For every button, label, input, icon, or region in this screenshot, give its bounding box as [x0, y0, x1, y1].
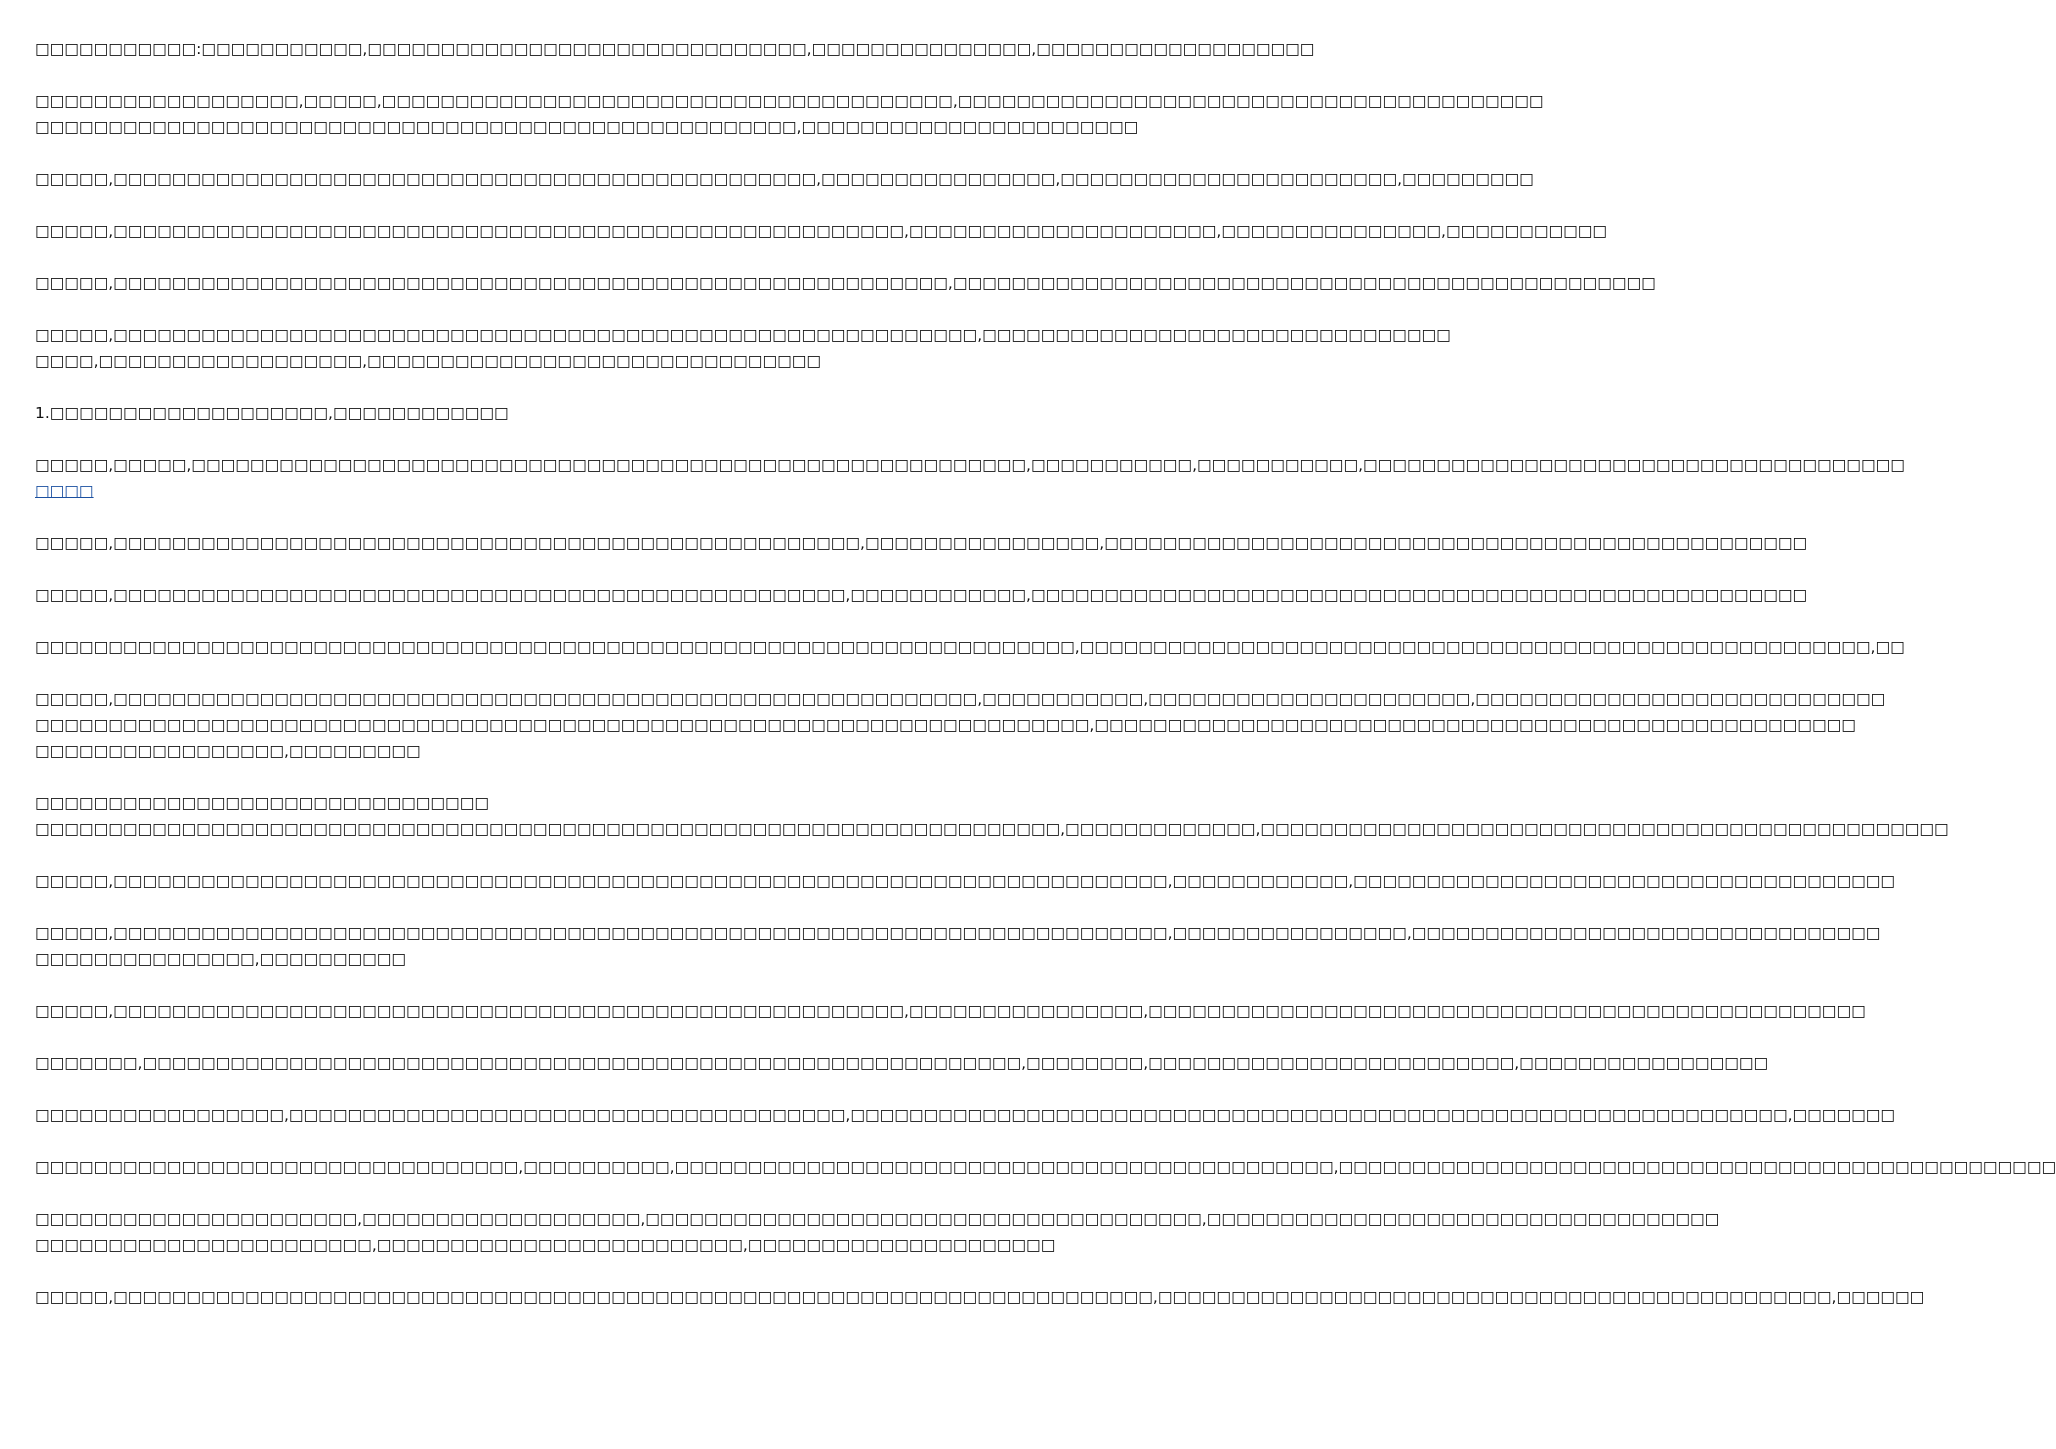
- paragraph-line: □□□□□□□□□□□□□□□□□,□□□□□□□□□: [35, 742, 421, 760]
- document-body: [35, 36, 2056, 1336]
- paragraph-line: □□□□□,□□□□□□□□□□□□□□□□□□□□□□□□□□□□□□□□□□□□□□□□□□□□□□□□□□□□□□□□□□□,□□□□□□□□□□□,□□□□□□□□□□□□□□□□□□□□□□,□□□□□□□□□□□□□□□□□□□□□□□□□□□□: [35, 690, 1886, 708]
- paragraph-line: □□□□□□□□□□□□□□□,□□□□□□□□□□: [35, 950, 407, 968]
- paragraph: [35, 36, 1315, 62]
- paragraph: [35, 452, 1905, 504]
- paragraph-line: □□□□□,□□□□□□□□□□□□□□□□□□□□□□□□□□□□□□□□□□□□□□□□□□□□□□□□□□□□□□□□□,□□□□□□□□□□□□□□□□□□□□□□□□□□□□□□□□□□□□□□□□□□□□□□□□: [35, 274, 1656, 292]
- paragraph: [35, 322, 1451, 374]
- paragraph: [35, 530, 1808, 556]
- paragraph-line: □□□□,□□□□□□□□□□□□□□□□□□,□□□□□□□□□□□□□□□□□□□□□□□□□□□□□□□: [35, 352, 822, 370]
- paragraph-line: □□□□□,□□□□□□□□□□□□□□□□□□□□□□□□□□□□□□□□□□□□□□□□□□□□□□□□,□□□□□□□□□□□□□□□□,□□□□□□□□□□□□□□□□□□□□□□□,□□□□□□□□□: [35, 170, 1534, 188]
- paragraph: [35, 1206, 1720, 1258]
- paragraph-line: □□□□□,□□□□□□□□□□□□□□□□□□□□□□□□□□□□□□□□□□□□□□□□□□□□□□□□□□□□□□,□□□□□□□□□□□□□□□□□□□□□,□□□□□□□□□□□□□□□,□□□□□□□□□□□: [35, 222, 1608, 240]
- paragraph-line: □□□□□□□□□□□□□□□□□□□□□□□,□□□□□□□□□□□□□□□□□□□□□□□□□,□□□□□□□□□□□□□□□□□□□□□: [35, 1236, 1056, 1254]
- paragraph-line: □□□□□□□□□□□:□□□□□□□□□□□,□□□□□□□□□□□□□□□□□□□□□□□□□□□□□□,□□□□□□□□□□□□□□□,□□□□□□□□□□□□□□□□□□□: [35, 40, 1315, 58]
- paragraph-line: □□□□□,□□□□□□□□□□□□□□□□□□□□□□□□□□□□□□□□□□□□□□□□□□□□□□□□□□□□□□□□□□□,□□□□□□□□□□□□□□□□□□□□□□□□□□□□□□□□: [35, 326, 1451, 344]
- paragraph: [35, 790, 1949, 842]
- paragraph: [35, 1284, 1925, 1310]
- paragraph: [35, 1102, 1896, 1128]
- paragraph: [35, 1050, 1769, 1076]
- paragraph-line: □□□□□,□□□□□□□□□□□□□□□□□□□□□□□□□□□□□□□□□□□□□□□□□□□□□□□□□□□□□□,□□□□□□□□□□□□□□□□,□□□□□□□□□□□□□□□□□□□□□□□□□□□□□□□□□□□□□□□□□□□□□□□□□: [35, 1002, 1866, 1020]
- paragraph-line: □□□□□,□□□□□□□□□□□□□□□□□□□□□□□□□□□□□□□□□□□□□□□□□□□□□□□□□□□,□□□□□□□□□□□□□□□□,□□□□□□□□□□□□□□□□□□□□□□□□□□□□□□□□□□□□□□□□□□□□□□□□: [35, 534, 1808, 552]
- paragraph-line: □□□□□□□□□□□□□□□□□□□□□□□□□□□□□□□□□□□□□□□□□□□□□□□□□□□□□□□□□□□□□□□□□□□□□□□,□□□□□□□□□□□□□□□□□□□□□□□□□□□□□□□□□□□□□□□□□□□□□□□□□□□□□□,□□: [35, 638, 1905, 656]
- paragraph-line: □□□□□,□□□□□□□□□□□□□□□□□□□□□□□□□□□□□□□□□□□□□□□□□□□□□□□□□□□□□□□□□□□□□□□□□□□□□□□□,□□□□□□□□□□□□,□□□□□□□□□□□□□□□□□□□□□□□□□□□□□□□□□□□□□: [35, 872, 1896, 890]
- paragraph-line: □□□□□□□□□□□□□□□□□□□□□□□□□□□□□□□□□□□□□□□□□□□□□□□□□□□□□□□□□□□□□□□□□□□□□□,□□□□□□□□□□□□□,□□□□□□□□□□□□□□□□□□□□□□□□□□□□□□□□□□□□□□□□□□□□□□□: [35, 820, 1949, 838]
- paragraph: [35, 920, 1881, 972]
- paragraph: [35, 166, 1534, 192]
- paragraph-line: □□□□□,□□□□□□□□□□□□□□□□□□□□□□□□□□□□□□□□□□□□□□□□□□□□□□□□□□□□□□□□□□□□□□□□□□□□□□□,□□□□□□□□□□□□□□□□□□□□□□□□□□□□□□□□□□□□□□□□□□□□□□,□□□□□□: [35, 1288, 1925, 1306]
- paragraph: [35, 1154, 2056, 1180]
- paragraph-line: □□□□□□□□□□□□□□□□□,□□□□□□□□□□□□□□□□□□□□□□□□□□□□□□□□□□□□□□,□□□□□□□□□□□□□□□□□□□□□□□□□□□□□□□□□□□□□□□□□□□□□□□□□□□□□□□□□□□□□□□□,□□□□□□□: [35, 1106, 1896, 1124]
- paragraph-line: 1.□□□□□□□□□□□□□□□□□□□,□□□□□□□□□□□□: [35, 404, 509, 422]
- paragraph: [35, 218, 1608, 244]
- paragraph: [35, 998, 1866, 1024]
- paragraph-line: □□□□□,□□□□□□□□□□□□□□□□□□□□□□□□□□□□□□□□□□□□□□□□□□□□□□□□□□□□□□□□□□□□□□□□□□□□□□□□,□□□□□□□□□□□□□□□□,□□□□□□□□□□□□□□□□□□□□□□□□□□□□□□□□: [35, 924, 1881, 942]
- paragraph-line: □□□□□□□□□□□□□□□□□□□□□□□□□□□□□□□: [35, 794, 489, 812]
- paragraph-line: □□□□□,□□□□□□□□□□□□□□□□□□□□□□□□□□□□□□□□□□□□□□□□□□□□□□□□□□,□□□□□□□□□□□□,□□□□□□□□□□□□□□□□□□□□□□□□□□□□□□□□□□□□□□□□□□□□□□□□□□□□□: [35, 586, 1808, 604]
- read-more-link[interactable]: □□□□: [35, 482, 94, 500]
- paragraph-line: □□□□□□□□□□□□□□□□□□□□□□,□□□□□□□□□□□□□□□□□□□,□□□□□□□□□□□□□□□□□□□□□□□□□□□□□□□□□□□□□□,□□□□□□□□□□□□□□□□□□□□□□□□□□□□□□□□□□□: [35, 1210, 1720, 1228]
- paragraph: [35, 582, 1808, 608]
- paragraph-line: □□□□□□□□□□□□□□□□□□□□□□□□□□□□□□□□□,□□□□□□□□□□,□□□□□□□□□□□□□□□□□□□□□□□□□□□□□□□□□□□□□□□□□□□□□,□□□□□□□□□□□□□□□□□□□□□□□□□□□□□□□□□□□□□□□□□□□□□□□□□: [35, 1158, 2056, 1176]
- paragraph-line: □□□□□□□□□□□□□□□□□□□□□□□□□□□□□□□□□□□□□□□□□□□□□□□□□□□□□□□□□□□□□□□□□□□□□□□□,□□□□□□□□□□□□□□□□□□□□□□□□□□□□□□□□□□□□□□□□□□□□□□□□□□□□: [35, 716, 1856, 734]
- paragraph: [35, 686, 1886, 764]
- paragraph: [35, 270, 1656, 296]
- paragraph: [35, 400, 990, 426]
- paragraph-line: □□□□□□□,□□□□□□□□□□□□□□□□□□□□□□□□□□□□□□□□□□□□□□□□□□□□□□□□□□□□□□□□□□□□,□□□□□□□□,□□□□□□□□□□□□□□□□□□□□□□□□□,□□□□□□□□□□□□□□□□□: [35, 1054, 1769, 1072]
- paragraph: [35, 634, 1905, 660]
- paragraph-line: □□□□□,□□□□□,□□□□□□□□□□□□□□□□□□□□□□□□□□□□□□□□□□□□□□□□□□□□□□□□□□□□□□□□□,□□□□□□□□□□□,□□□□□□□□□□□,□□□□□□□□□□□□□□□□□□□□□□□□□□□□□□□□□□□□□: [35, 456, 1905, 474]
- paragraph: [35, 868, 1896, 894]
- paragraph-line: □□□□□□□□□□□□□□□□□□□□□□□□□□□□□□□□□□□□□□□□□□□□□□□□□□□□,□□□□□□□□□□□□□□□□□□□□□□□: [35, 118, 1139, 136]
- paragraph: [35, 88, 1544, 140]
- paragraph-line: □□□□□□□□□□□□□□□□□□,□□□□□,□□□□□□□□□□□□□□□□□□□□□□□□□□□□□□□□□□□□□□□,□□□□□□□□□□□□□□□□□□□□□□□□□□□□□□□□□□□□□□□□: [35, 92, 1544, 110]
